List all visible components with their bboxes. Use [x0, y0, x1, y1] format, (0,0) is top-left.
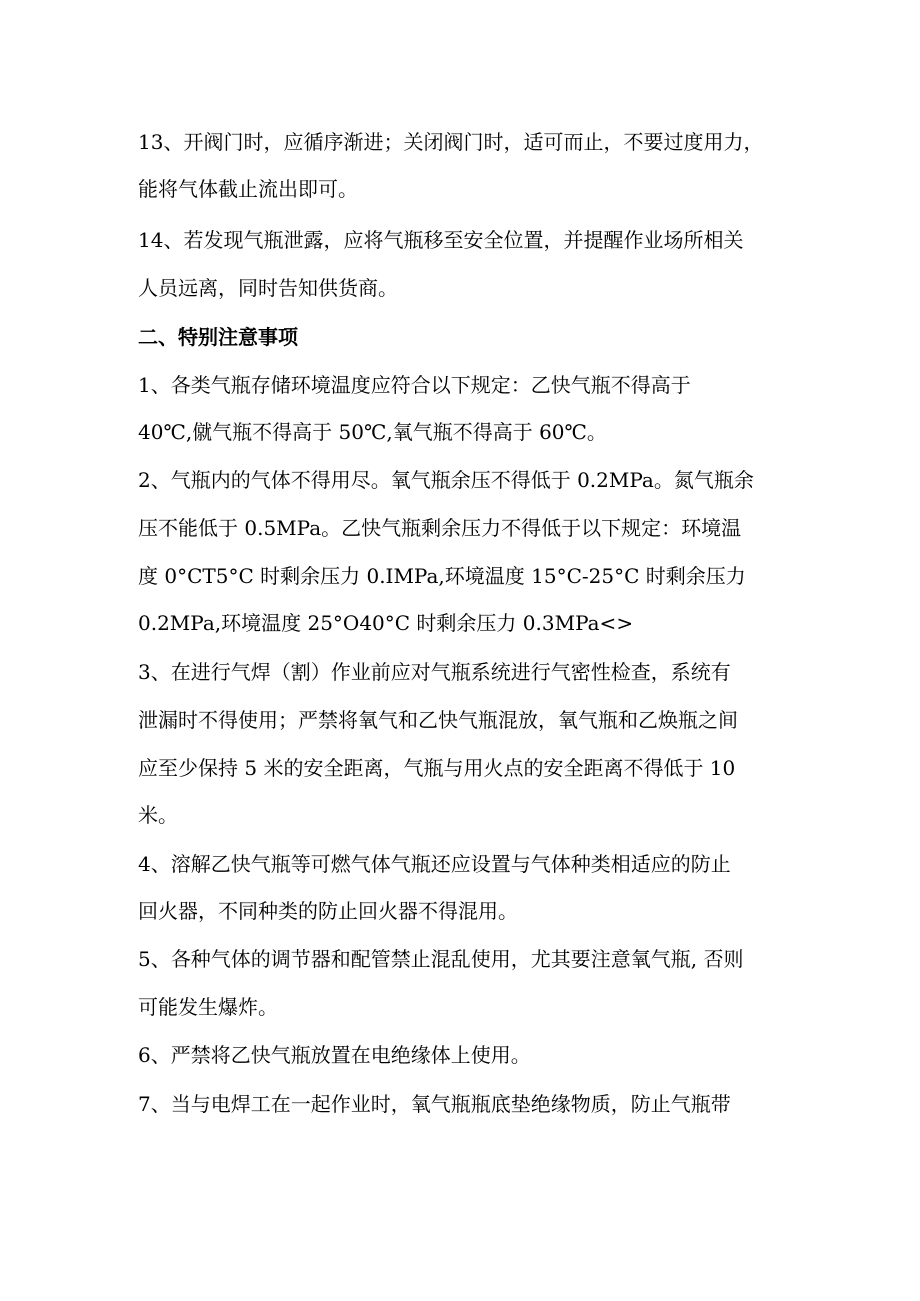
- text-line: 米。: [138, 803, 178, 827]
- text-line: 7、当与电焊工在一起作业时，氧气瓶瓶底垫绝缘物质，防止气瓶带: [138, 1092, 731, 1116]
- text-line: 能将气体截止流出即可。: [138, 177, 358, 201]
- text-line: 3、在进行气焊（割）作业前应对气瓶系统进行气密性检查，系统有: [138, 660, 731, 684]
- text-line: 13、开阀门时，应循序渐进；关闭阀门时，适可而止，不要过度用力，: [138, 130, 764, 154]
- text-line: 应至少保持 5 米的安全距离，气瓶与用火点的安全距离不得低于 10: [138, 756, 736, 780]
- text-line: 5、各种气体的调节器和配管禁止混乱使用，尤其要注意氧气瓶, 否则: [138, 947, 744, 971]
- text-line: 人员远离，同时告知供货商。: [138, 276, 398, 300]
- text-line: 0.2MPa,环境温度 25°O40°C 时剩余压力 0.3MPa<>: [138, 611, 634, 635]
- section-heading: 二、特别注意事项: [138, 325, 298, 349]
- text-line: 泄漏时不得使用；严禁将氧气和乙快气瓶混放，氧气瓶和乙焕瓶之间: [138, 708, 738, 732]
- text-line: 回火器，不同种类的防止回火器不得混用。: [138, 899, 518, 923]
- text-line: 40℃,僦气瓶不得高于 50℃,氧气瓶不得高于 60℃。: [138, 420, 607, 444]
- text-line: 14、若发现气瓶泄露，应将气瓶移至安全位置，并提醒作业场所相关: [138, 228, 744, 252]
- text-line: 6、严禁将乙快气瓶放置在电绝缘体上使用。: [138, 1043, 531, 1067]
- text-line: 可能发生爆炸。: [138, 995, 278, 1019]
- text-line: 1、各类气瓶存储环境温度应符合以下规定：乙快气瓶不得高于: [138, 373, 691, 397]
- text-line: 4、溶解乙快气瓶等可燃气体气瓶还应设置与气体种类相适应的防止: [138, 852, 731, 876]
- text-line: 压不能低于 0.5MPa。乙快气瓶剩余压力不得低于以下规定：环境温: [138, 516, 742, 540]
- text-line: 度 0°CT5°C 时剩余压力 0.IMPa,环境温度 15°C-25°C 时剩余压力: [138, 564, 746, 588]
- text-line: 2、气瓶内的气体不得用尽。氧气瓶余压不得低于 0.2MPa。氮气瓶余: [138, 468, 754, 492]
